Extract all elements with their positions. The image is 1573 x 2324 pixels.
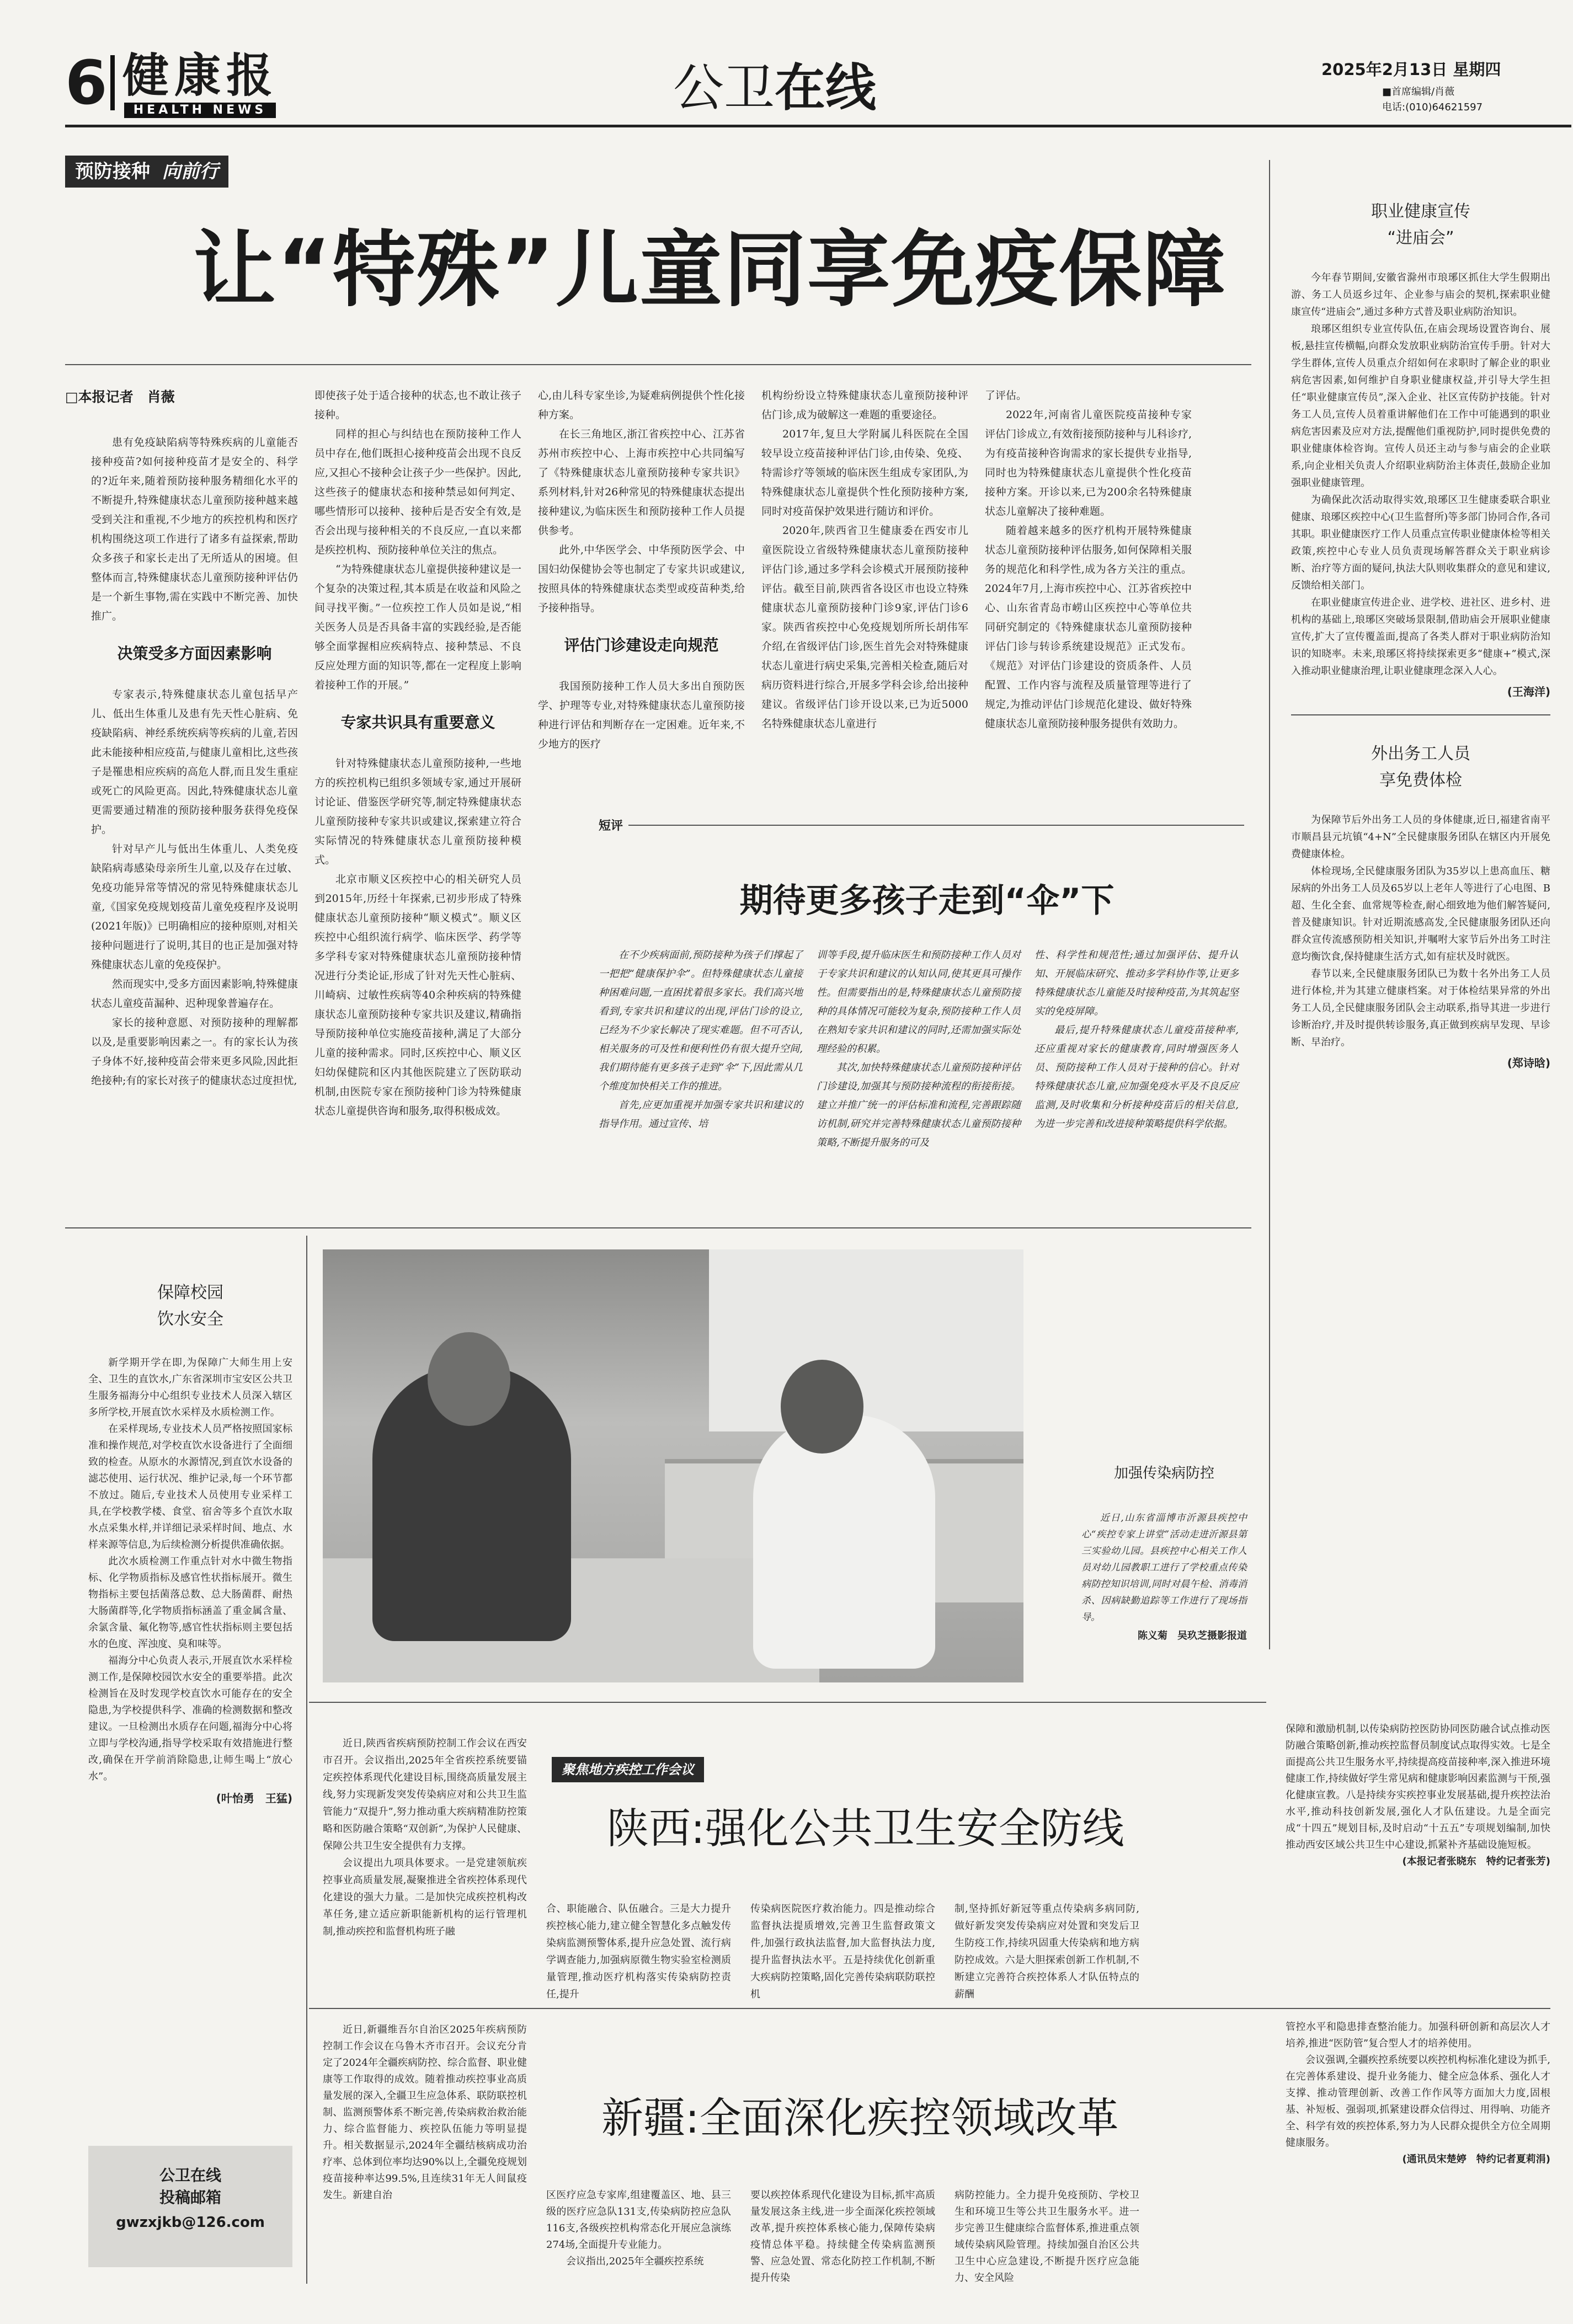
news-photo (323, 1249, 1023, 1682)
issue-date: 2025年2月13日 星期四 (1321, 60, 1501, 79)
masthead-divider (110, 55, 115, 110)
sidebar-paragraph: 新学期开学在即,为保障广大师生用上安全、卫生的直饮水,广东省深圳市宝安区公共卫生服务福海分中心组织专业技术人员深入辖区多所学校,开展直饮水采样及水质检测工作。 (88, 1357, 292, 1418)
mailbox-subtitle: 投稿邮箱 (159, 2188, 221, 2207)
commentary-rule (599, 825, 1244, 826)
lead-paragraph: “为特殊健康状态儿童提供接种建议是一个复杂的决策过程,其本质是在收益和风险之间寻找平衡。”一位疾控工作人员如是说,“相关医务人员是否具备丰富的实践经验,是否能够全面掌握相应疾病特点、接种禁忌、不良反应处理方面的知识等,都在一定程度上影响着接种工作的开展。” (314, 563, 521, 691)
sidebar-body (88, 1355, 292, 1785)
sidebar-paragraph: 此次水质检测工作重点针对水中微生物指标、化学物质指标及感官性状指标展开。微生物指标主要包括菌落总数、总大肠菌群、耐热大肠菌群等,化学物质指标涵盖了重金属含量、余氯含量、氟化物等,感官性状指标则主要包括水的色度、浑浊度、臭和味等。 (88, 1556, 292, 1650)
xinjiang-column-2 (546, 2187, 731, 2270)
left-sidebar-rule (306, 1236, 307, 2284)
shaanxi-column-2 (546, 1900, 731, 2003)
left-sidebar (88, 1280, 292, 1805)
commentary-column-2 (817, 946, 1021, 1152)
xinjiang-column-1 (323, 2022, 527, 2204)
shaanxi-paragraph: 制,坚持抓好新冠等重点传染病多病同防,做好新发突发传染病应对处置和突发后卫生防疫工作,持续巩固重大传染病和地方病防控成效。六是大胆探索创新工作机制,不断建立完善符合疾控体系人才队伍特点的薪酬 (955, 1903, 1139, 2000)
local-column-tag: 聚焦地方疾控工作会议 (552, 1757, 704, 1782)
xinjiang-paragraph: 病防控能力。全力提升免疫预防、学校卫生和环境卫生等公共卫生服务水平。进一步完善卫生健康综合监督体系,推进重点领域传染病风险管理。持续加强自治区公共卫生中心应急建设,不断提升医疗应急能力、安全风险 (955, 2189, 1139, 2284)
lead-column-4 (761, 386, 968, 734)
sidebar-paragraph: 为确保此次活动取得实效,琅琊区卫生健康委联合职业健康、琅琊区疾控中心(卫生监督所)等多部门协同合作,各司其职。职业健康医疗工作人员重点宣传职业健康体检等相关政策,疾控中心专业人员负责现场解答群众关于职业病诊断、治疗等方面的疑问,执法大队则收集群众的意见和建议,反馈给相关部门。 (1291, 494, 1550, 591)
right-sidebar (1291, 199, 1550, 1070)
sidebar-credit: (王海洋) (1507, 685, 1550, 698)
mailbox-title: 公卫在线 (159, 2166, 221, 2184)
headline-separator: : (691, 1804, 705, 1853)
sidebar-paragraph: 在职业健康宣传进企业、进学校、进社区、进乡村、进机构的基础上,琅琊区突破场景限制,借助庙会开展职业健康宣传,扩大了宣传覆盖面,提高了各类人群对于职业病防治知识的知晓率。未来,琅琊区将持续探索更多“健康+”模式,深入推动职业健康治理,让职业健康理念深入人心。 (1291, 597, 1550, 677)
commentary-tag: 短评 (599, 816, 628, 834)
commentary-paragraph: 最后,提升特殊健康状态儿童疫苗接种率,还应重视对家长的健康教育,同时增强医务人员、预防接种工作人员对于接种的信心。针对特殊健康状态儿童,应加强免疫水平及不良反应监测,及时收集和分析接种疫苗后的相关信息,为进一步完善和改进接种策略提供科学依据。 (1035, 1024, 1239, 1130)
commentary-paragraph: 首先,应更加重视并加强专家共识和建议的指导作用。通过宣传、培 (599, 1099, 803, 1130)
mailbox-box (88, 2146, 292, 2267)
headline-separator: : (685, 2093, 700, 2143)
commentary-paragraph: 其次,加快特殊健康状态儿童预防接种评估门诊建设,加强其与预防接种流程的衔接衔接。建立并推广统一的评估标准和流程,完善跟踪随访机制,研究并完善特殊健康状态儿童预防接种策略,不断提升服务的可及 (817, 1062, 1021, 1148)
sidebar-paragraph: 今年春节期间,安徽省滁州市琅琊区抓住大学生假期出游、务工人员返乡过年、企业参与庙会的契机,探索职业健康宣传“进庙会”,通过多种方式普及职业病防治知识。 (1291, 272, 1550, 318)
shaanxi-column-5 (1286, 1721, 1550, 1870)
xinjiang-paragraph: 要以疾控体系现代化建设为目标,抓牢高质量发展这条主线,进一步全面深化疾控领域改革,提升疾控体系核心能力,保障传染病疫情总体平稳。持续健全传染病监测预警、应急处置、常态化防控工作机制,不断提升传染 (750, 2189, 935, 2284)
photo-person-adult-head (428, 1332, 510, 1426)
xinjiang-headline (601, 2093, 1119, 2143)
shaanxi-paragraph: 保障和激励机制,以传染病防控医防协同医防融合试点推动医防融合策略创新,推动疾控监督员制度试点取得实效。七是全面提高公共卫生服务水平,持续提高疫苗接种率,深入推进环境健康工作,持续做好学生常见病和健康影响因素监测与干预,强化健康宣教。八是持续夯实疾控事业发展基础,提升疾控法治水平,推动科技创新发展,强化人才队伍建设。九是全面完成“十四五”规划目标,及时启动“十五五”专项规划编制,加快推动西安区域公共卫生中心建设,抓紧补齐基础设施短板。 (1286, 1723, 1550, 1851)
shaanxi-headline-a: 陕西 (607, 1804, 691, 1853)
shaanxi-paragraph: 近日,陕西省疾病预防控制工作会议在西安市召开。会议指出,2025年全省疾控系统要锚定疾控体系现代化建设目标,围绕高质量发展主线,努力实现新发突发传染病应对和公共卫生监管能力“双提升”,努力推动重大疾病精准防控策略和医防融合策略“双创新”,为保护人民健康、保障公共卫生安全提供有力支撑。 (323, 1738, 527, 1852)
xinjiang-paragraph: 会议指出,2025年全疆疾控系统 (566, 2256, 704, 2267)
sidebar-title: 保障校园 (157, 1283, 223, 1302)
photo-person-child (753, 1415, 935, 1669)
masthead-rule (65, 125, 1571, 127)
lead-paragraph: 患有免疫缺陷病等特殊疾病的儿童能否接种疫苗?如何接种疫苗才是安全的、科学的?近年来,随着预防接种服务精细化水平的不断提升,特殊健康状态儿童预防接种越来越受到关注和重视,不少地方的疾控机构和医疗机构围绕这项工作进行了诸多有益探索,帮助众多孩子和家长走出了无所适从的困境。但整体而言,特殊健康状态儿童预防接种评估仍是一个新生事物,需在实践中不断完善、加快推广。 (91, 436, 298, 622)
shaanxi-headline-b: 强化公共卫生安全防线 (705, 1804, 1124, 1853)
sidebar-paragraph: 体检现场,全民健康服务团队为35岁以上患高血压、糖尿病的外出务工人员及65岁以上老年人等进行了心电图、B超、生化全套、血常规等检查,耐心细致地为他们解答疑问,普及健康知识。针对近期流感高发,全民健康服务团队还向群众宣传流感预防相关知识,并嘱咐大家节后外出务工时注意均衡饮食,保持健康生活方式,如有症状及时就医。 (1291, 866, 1550, 963)
shaanxi-paragraph: 合、职能融合、队伍融合。三是大力提升疾控核心能力,建立健全智慧化多点触发传染病监测预警体系,提升应急处置、流行病学调查能力,加强病原微生物实验室检测质量管理,推动医疗机构落实传染病防控责任,提升 (546, 1903, 731, 2000)
sidebar-title: 享免费体检 (1379, 771, 1462, 790)
column-tag (65, 156, 228, 188)
lead-paragraph: 北京市顺义区疾控中心的相关研究人员到2015年,历经十年探索,已初步形成了特殊健康状态儿童预防接种“顺义模式”。顺义区疾控中心组织流行病学、临床医学、药学等多学科专家对特殊健康状态儿童预防接种情况进行分类论证,形成了针对先天性心脏病、川崎病、过敏性疾病等40余种疾病的特殊健康状态儿童预防接种专家共识及建议,精确指导预防接种单位实施疫苗接种,满足了大部分儿童的接种需求。同时,区疾控中心、顺义区妇幼保健院和区内其他医院建立了医防联动机制,由医院专家在预防接种门诊为特殊健康状态儿童提供咨询和服务,取得积极成效。 (314, 873, 521, 1117)
xinjiang-headline-a: 新疆 (601, 2093, 685, 2143)
lead-column-5 (985, 386, 1192, 734)
photo-caption-block (1081, 1462, 1247, 1642)
photo-caption: 近日,山东省淄博市沂源县疾控中心“疾控专家上讲堂”活动走进沂源县第三实验幼儿园。县疾控中心相关工作人员对幼儿园教职工进行了学校重点传染病防控知识培训,同时对晨午检、消毒消杀、因病缺勤追踪等工作进行了现场指导。 (1081, 1513, 1247, 1623)
editor-phone: 电话:(010)64621597 (1382, 101, 1483, 113)
xinjiang-paragraph: 会议强调,全疆疾控系统要以疾控机构标准化建设为抓手,在完善体系建设、提升业务能力、健全应急体系、强化人才支撑、推动管理创新、改善工作作风等方面加大力度,固根基、补短板、强弱项,抓紧建设群众信得过、用得响、功能齐全、科学有效的疾控体系,努力为人民群众提供全方位全周期健康服务。 (1286, 2054, 1550, 2149)
photo-credit: 陈义菊 吴玖芝摄影报道 (1138, 1630, 1247, 1642)
masthead (0, 0, 1573, 127)
sidebar-title: 职业健康宣传 (1371, 202, 1470, 221)
page-number: 6 (65, 47, 108, 118)
shaanxi-paragraph: 传染病医院医疗救治能力。四是推动综合监督执法提质增效,完善卫生监督政策文件,加强行政执法监督,加大监督执法力度,提升监督执法水平。五是持续优化创新重大疾病防控策略,固化完善传染病联防联控机 (750, 1903, 935, 2000)
xinjiang-paragraph: 区医疗应急专家库,组建覆盖区、地、县三级的医疗应急队131支,传染病防控应急队116支,各级疾控机构常态化开展应急演练274场,全面提升专业能力。 (546, 2189, 731, 2251)
lead-headline: 让“特殊”儿童同享免疫保障 (193, 222, 1227, 318)
lead-subhead: 评估门诊建设走向规范 (564, 636, 719, 654)
lead-paragraph: 在长三角地区,浙江省疾控中心、江苏省苏州市疾控中心、上海市疾控中心共同编写了《特殊健康状态儿童预防接种专家共识》系列材料,针对26种常见的特殊健康状态提出接种建议,为临床医生和预防接种工作人员提供参考。 (538, 428, 745, 537)
xinjiang-paragraph: 管控水平和隐患排查整治能力。加强科研创新和高层次人才培养,推进“医防管”复合型人才的培养使用。 (1286, 2021, 1550, 2049)
headline-rule (65, 364, 1251, 365)
lead-paragraph: 2022年,河南省儿童医院疫苗接种专家评估门诊成立,有效衔接预防接种与儿科诊疗,为有疫苗接种咨询需求的家长提供专业指导,同时也为特殊健康状态儿童提供个性化疫苗接种方案。开诊以来,已为200余名特殊健康状态儿童解决了接种难题。 (985, 409, 1192, 517)
sidebar-body (1291, 811, 1550, 1051)
lead-paragraph: 随着越来越多的医疗机构开展特殊健康状态儿童预防接种评估服务,如何保障相关服务的规范化和科学性,成为各方关注的重点。2024年7月,上海市疾控中心、江苏省疾控中心、山东省青岛市崂山区疾控中心等单位共同研究制定的《特殊健康状态儿童预防接种评估门诊与转诊系统建设规范》正式发布。《规范》对评估门诊建设的资质条件、人员配置、工作内容与流程及质量管理等进行了规定,为推动评估门诊规范化建设、做好特殊健康状态儿童预防接种服务提供有效助力。 (985, 525, 1192, 730)
lead-paragraph: 针对早产儿与低出生体重儿、人类免疫缺陷病毒感染母亲所生儿童,以及存在过敏、免疫功能异常等情况的常见特殊健康状态儿童,《国家免疫规划疫苗儿童免疫程序及说明(2021年版)》已明确相应的接种原则,对相关接种问题进行了说明,其目的也正是加强对特殊健康状态儿童的免疫保护。 (91, 843, 298, 971)
column-tag-b: 向前行 (162, 161, 218, 183)
section-title (673, 58, 877, 117)
lead-paragraph: 同样的担心与纠结也在预防接种工作人员中存在,他们既担心接种疫苗会出现不良反应,又担心不接种会让孩子少一些保护。因此,这些孩子的健康状态和接种禁忌如何判定、哪些情形可以接种、接种后是否安全有效,是否会出现与接种相关的不良反应,一直以来都是疾控机构、预防接种单位关注的焦点。 (314, 428, 521, 556)
sidebar-paragraph: 为保障节后外出务工人员的身体健康,近日,福建省南平市顺昌县元坑镇“4+N”全民健康服务团队在辖区内开展免费健康体检。 (1291, 814, 1550, 860)
shaanxi-paragraph: 会议提出九项具体要求。一是党建领航疾控事业高质量发展,凝聚推进全省疾控体系现代化建设的强大力量。二是加快完成疾控机构改革任务,建立适应新职能新机构的运行管理机制,推动疾控和监督机构班子融 (323, 1857, 527, 1937)
commentary-paragraph: 训等手段,提升临床医生和预防接种工作人员对于专家共识和建议的认知认同,使其更具可操作性。但需要指出的是,特殊健康状态儿童预防接种的具体情况可能较为复杂,预防接种工作人员在熟知专家共识和建议的同时,还需加强实际处理经验的积累。 (817, 949, 1021, 1055)
xinjiang-column-4 (955, 2187, 1139, 2286)
sidebar-paragraph: 春节以来,全民健康服务团队已为数十名外出务工人员进行体检,并为其建立健康档案。对于体检结果异常的外出务工人员,全民健康服务团队会主动联系,指导其进一步进行诊断治疗,并及时提供转诊服务,真正做到疾病早发现、早诊断、早治疗。 (1291, 968, 1550, 1048)
lead-column-3 (538, 386, 745, 754)
section-title-a: 公卫 (673, 58, 775, 117)
xinjiang-column-3 (750, 2187, 935, 2286)
mailbox-email[interactable]: gwzxjkb@126.com (116, 2214, 265, 2231)
commentary-headline: 期待更多孩子走到“伞”下 (739, 881, 1115, 920)
shaanxi-credit: (本报记者张晓东 特约记者张芳) (1402, 1856, 1550, 1867)
commentary-column-1 (599, 946, 803, 1134)
commentary-column-3 (1035, 946, 1239, 1134)
shaanxi-column-4 (955, 1900, 1139, 2003)
lead-paragraph: 针对特殊健康状态儿童预防接种,一些地方的疾控机构已组织多领域专家,通过开展研讨论证、借鉴医学研究等,制定特殊健康状态儿童预防接种专家共识或建议,探索建立符合实际情况的特殊健康状态儿童预防接种模式。 (314, 757, 521, 866)
shaanxi-column-3 (750, 1900, 935, 2003)
paper-name-en: HEALTH NEWS (124, 103, 276, 118)
lead-subhead: 专家共识具有重要意义 (340, 713, 495, 731)
shaanxi-headline (607, 1804, 1124, 1853)
photo-window (709, 1249, 1023, 1431)
sidebar-credit: (叶怡勇 王猛) (216, 1792, 292, 1805)
commentary-paragraph: 性、科学性和规范性;通过加强评估、提升认知、开展临床研究、推动多学科协作等,让更多特殊健康状态儿童能及时接种疫苗,为其筑起坚实的免疫屏障。 (1035, 949, 1239, 1017)
photo-person-child-head (781, 1360, 863, 1454)
xinjiang-credit: (通讯员宋楚婷 特约记者夏莉涓) (1402, 2154, 1550, 2165)
shaanxi-column-1 (323, 1735, 527, 1940)
lead-column-1 (91, 433, 298, 1091)
column-tag-a: 预防接种 (75, 161, 150, 183)
lead-paragraph: 2020年,陕西省卫生健康委在西安市儿童医院设立省级特殊健康状态儿童预防接种评估门诊,通过多学科会诊模式开展预防接种评估。截至目前,陕西省各设区市也设立特殊健康状态儿童预防接种门诊9家,评估门诊6家。陕西省疾控中心免疫规划所所长胡伟军介绍,在省级评估门诊,医生首先会对特殊健康状态儿童进行病史采集,完善相关检查,随后对病历资料进行综合,开展多学科会诊,给出接种建议。省级评估门诊开设以来,已为近5000名特殊健康状态儿童进行 (761, 525, 968, 730)
sidebar-credit: (郑诗晗) (1507, 1056, 1550, 1070)
photo-caption-title: 加强传染病防控 (1113, 1465, 1214, 1482)
xinjiang-paragraph: 近日,新疆维吾尔自治区2025年疾病预防控制工作会议在乌鲁木齐市召开。会议充分肯定了2024年全疆疾病防控、综合监督、职业健康等工作取得的成效。随着推动疾控事业高质量发展的深入,全疆卫生应急体系、联防联控机制、监测预警体系不断完善,传染病救治救治能力、综合监督能力、疾控队伍能力等明显提升。相关数据显示,2024年全疆结核病成功治疗率、总体到位率均达90%以上,全疆免疫规划疫苗接种率达99.5%,且连续31年无人间鼠疫发生。新建自治 (323, 2024, 527, 2201)
lead-column-2 (314, 386, 521, 1121)
shaanxi-bottom-rule (309, 2008, 1550, 2009)
sidebar-title: 外出务工人员 (1371, 744, 1470, 763)
lead-paragraph: 了评估。 (985, 389, 1027, 402)
sidebar-paragraph: 在采样现场,专业技术人员严格按照国家标准和操作规范,对学校直饮水设备进行了全面细致的检查。从原水的水源情况,到直饮水设备的滤芯使用、运行状况、维护记录,每一个环节都不放过。随后,专业技术人员使用专业采样工具,在学校教学楼、食堂、宿舍等多个直饮水取水点采集水样,并详细记录采样时间、地点、水样来源等信息,为后续检测分析提供准确依据。 (88, 1423, 292, 1551)
paper-name: 健康报 (122, 48, 279, 103)
section-title-b: 在线 (775, 58, 877, 117)
sidebar-title: 饮水安全 (157, 1310, 223, 1329)
photo-bottom-rule (309, 1702, 1266, 1703)
lead-paragraph: 2017年,复旦大学附属儿科医院在全国较早设立疫苗接种评估门诊,由传染、免疫、特需诊疗等领域的临床医生组成专家团队,为特殊健康状态儿童提供个性化预防接种方案,同时对疫苗保护效果进行随访和评价。 (761, 428, 968, 517)
lead-subhead: 决策受多方面因素影响 (117, 644, 272, 663)
lead-paragraph: 我国预防接种工作人员大多出自预防医学、护理等专业,对特殊健康状态儿童预防接种进行评估和判断存在一定困难。近年来,不少地方的医疗 (538, 680, 745, 750)
commentary-paragraph: 在不少疾病面前,预防接种为孩子们撑起了一把把“健康保护伞”。但特殊健康状态儿童接种困难问题,一直困扰着很多家长。我们高兴地看到,专家共识和建议的出现,评估门诊的设立,已经为不少家长解决了现实难题。但不可否认,相关服务的可及性和便利性仍有很大提升空间,我们期待能有更多孩子走到“伞”下,因此需从几个维度加快相关工作的推进。 (599, 949, 803, 1092)
lead-paragraph: 专家表示,特殊健康状态儿童包括早产儿、低出生体重儿及患有先天性心脏病、免疫缺陷病、神经系统疾病等疾病的儿童,若因此未能接种相应疫苗,与健康儿童相比,这些孩子是罹患相应疾病的高危人群,而且发生重症或死亡的风险更高。因此,特殊健康状态儿童更需要通过精准的预防接种服务获得免疫保护。 (91, 688, 298, 836)
sidebar-title: “进庙会” (1387, 228, 1454, 248)
lead-paragraph: 机构纷纷设立特殊健康状态儿童预防接种评估门诊,成为破解这一难题的重要途径。 (761, 389, 968, 421)
xinjiang-headline-b: 全面深化疾控领域改革 (699, 2093, 1119, 2143)
lead-bottom-rule (65, 1227, 1251, 1228)
sidebar-paragraph: 福海分中心负责人表示,开展直饮水采样检测工作,是保障校园饮水安全的重要举措。此次检测旨在及时发现学校直饮水可能存在的安全隐患,为学校提供科学、准确的检测数据和整改建议。一旦检测出水质存在问题,福海分中心将立即与学校沟通,指导学校采取有效措施进行整改,确保在开学前消除隐患,让师生喝上“放心水”。 (88, 1655, 292, 1782)
lead-paragraph: 心,由儿科专家坐诊,为疑难病例提供个性化接种方案。 (538, 389, 745, 421)
lead-paragraph: 然而现实中,受多方面因素影响,特殊健康状态儿童疫苗漏种、迟种现象普遍存在。 (91, 978, 298, 1009)
lead-paragraph: 此外,中华医学会、中华预防医学会、中国妇幼保健协会等也制定了专家共识或建议,按照具体的特殊健康状态类型或疫苗种类,给予接种指导。 (538, 544, 745, 614)
sidebar-paragraph: 琅琊区组织专业宣传队伍,在庙会现场设置咨询台、展板,悬挂宣传横幅,向群众发放职业病防治宣传手册。针对大学生群体,宣传人员重点介绍如何在求职时了解企业的职业病危害因素,如何维护自身职业健康权益,并引导大学生担任“职业健康宣传员”,深入企业、社区宣传防护技能。针对务工人员,宣传人员着重讲解他们在工作中可能遇到的职业病危害因素及应对方法,提醒他们重视防护,同时提供免费的职业健康体检咨询。宣传人员还主动与参与庙会的企业联系,向企业相关负责人介绍职业病防治主体责任,鼓励企业加强职业健康管理。 (1291, 323, 1550, 489)
right-sidebar-rule (1269, 160, 1270, 1649)
sidebar-divider (1291, 714, 1550, 715)
editor-credit: ■首席编辑/肖薇 (1382, 86, 1455, 98)
lead-paragraph: 家长的接种意愿、对预防接种的理解都以及,是重要影响因素之一。有的家长认为孩子身体不好,接种疫苗会带来更多风险,因此拒绝接种;有的家长对孩子的健康状态过度担忧, (91, 1017, 298, 1087)
lead-paragraph: 即使孩子处于适合接种的状态,也不敢让孩子接种。 (314, 389, 521, 421)
sidebar-body (1291, 269, 1550, 680)
lead-byline: □本报记者 肖薇 (65, 389, 175, 405)
xinjiang-column-5 (1286, 2019, 1550, 2168)
